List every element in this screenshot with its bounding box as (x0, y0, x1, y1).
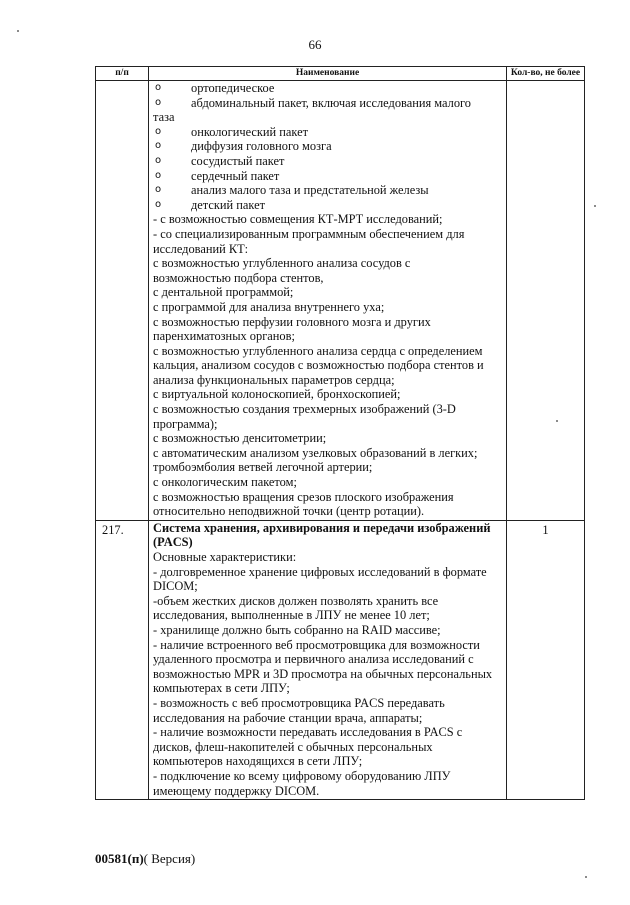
table-row-217 (96, 520, 585, 799)
bullet-marker: o (155, 169, 162, 181)
document-version: ( Версия) (143, 851, 196, 866)
text-line: с возможностью денситометрии; (153, 431, 327, 446)
text-line: - наличие возможности передавать исследования в PACS с (153, 725, 463, 740)
text-line: с программой для анализа внутреннего уха; (153, 299, 385, 314)
text-line: - хранилище должно быть собранно на RAID массиве; (153, 622, 441, 637)
text-line: -объем жестких дисков должен позволять хранить все (153, 593, 439, 608)
text-line: удаленного просмотра и первичного анализа исследований с (153, 652, 474, 667)
text-line: с возможностью перфузии головного мозга и других (153, 314, 431, 329)
table-row-continuation (96, 81, 585, 521)
text-line: с возможностью вращения срезов плоского изображения (153, 489, 454, 504)
bullet-item: o онкологический пакет (155, 124, 309, 139)
bullet-item: o детский пакет (155, 197, 266, 212)
text-line: паренхиматозных органов; (153, 329, 295, 344)
bullet-continuation: таза (153, 110, 175, 125)
specification-table (95, 66, 585, 800)
text-line: возможностью подбора стентов, (153, 270, 324, 285)
text-line: компьютеров находящихся в сети ЛПУ; (153, 754, 363, 769)
bullet-marker: o (155, 82, 162, 93)
row2-description (149, 520, 507, 799)
document-code: 00581(п) (95, 851, 144, 866)
bullet-marker: o (155, 96, 162, 108)
text-line: относительно неподвижной точки (центр ротации). (153, 504, 425, 519)
scan-speck (556, 420, 558, 422)
bullet-item: o диффузия головного мозга (155, 139, 332, 154)
document-footer (95, 851, 195, 867)
text-line: исследования на рабочие станции врача, аппараты; (153, 710, 423, 725)
bullet-marker: o (155, 198, 162, 210)
text-line: возможностью MPR и 3D просмотра на обычных персональных (153, 666, 493, 681)
text-line: - со специализированным программным обеспечением для (153, 226, 465, 241)
text-line: - наличие встроенного веб просмотровщика для возможности (153, 637, 480, 652)
bullet-item: o ортопедическое (155, 81, 275, 95)
text-line: анализа функциональных параметров сердца; (153, 372, 395, 387)
text-line: с возможностью углубленного анализа сосудов с (153, 256, 411, 271)
row2-num: 217. (96, 520, 149, 799)
text-line: с возможностью углубленного анализа сердца с определением (153, 343, 483, 358)
text-line: с возможностью создания трехмерных изображений (3-D (153, 402, 456, 417)
scan-speck (585, 876, 587, 878)
text-line: Основные характеристики: (153, 550, 297, 564)
bullet-item: o абдоминальный пакет, включая исследования малого (155, 95, 471, 110)
text-line: - долговременное хранение цифровых исследований в формате (153, 564, 487, 579)
text-line: кальция, анализом сосудов с возможностью подбора стентов и (153, 358, 484, 373)
scan-speck (17, 30, 19, 32)
table-header-row (96, 67, 585, 81)
page-number: 66 (308, 37, 322, 52)
text-line: - возможность с веб просмотровщика PACS передавать (153, 695, 445, 710)
text-line: DICOM; (153, 579, 198, 594)
item-title: (PACS) (153, 535, 193, 550)
text-line: с виртуальной колоноскопией, бронхоскопией; (153, 387, 401, 402)
text-line: компьютерах в сети ЛПУ; (153, 681, 290, 696)
text-line: - подключение ко всему цифровому оборудованию ЛПУ (153, 768, 451, 783)
row2-qty: 1 (507, 520, 585, 799)
text-line: исследования, выполненные в ЛПУ не менее 10 лет; (153, 608, 430, 623)
item-title: Система хранения, архивирования и передачи изображений (153, 520, 491, 535)
text-line: с онкологическим пакетом; (153, 475, 297, 490)
header-qty: Кол-во, не более (507, 67, 585, 81)
text-line: с автоматическим анализом узелковых образований в легких; (153, 445, 478, 460)
text-line: с дентальной программой; (153, 285, 294, 300)
bullet-marker: o (155, 154, 162, 166)
text-line: программа); (153, 416, 218, 431)
row1-description (149, 81, 507, 521)
scan-speck (594, 205, 596, 207)
bullet-marker: o (155, 140, 162, 152)
row1-qty (507, 81, 585, 521)
text-line: имеющему поддержку DICOM. (153, 783, 320, 798)
row1-num (96, 81, 149, 521)
bullet-marker: o (155, 125, 162, 137)
bullet-marker: o (155, 184, 162, 196)
bullet-item: o сердечный пакет (155, 168, 280, 183)
text-line: тромбоэмболия ветвей легочной артерии; (153, 460, 373, 475)
bullet-item: o анализ малого таза и предстательной железы (155, 183, 429, 198)
text-line: - с возможностью совмещения КТ-МРТ исследований; (153, 212, 443, 227)
header-num: п/п (96, 67, 149, 81)
text-line: исследований КТ: (153, 241, 249, 256)
header-name: Наименование (149, 67, 507, 81)
text-line: дисков, флеш-накопителей с обычных персональных (153, 739, 433, 754)
bullet-item: o сосудистый пакет (155, 153, 285, 168)
